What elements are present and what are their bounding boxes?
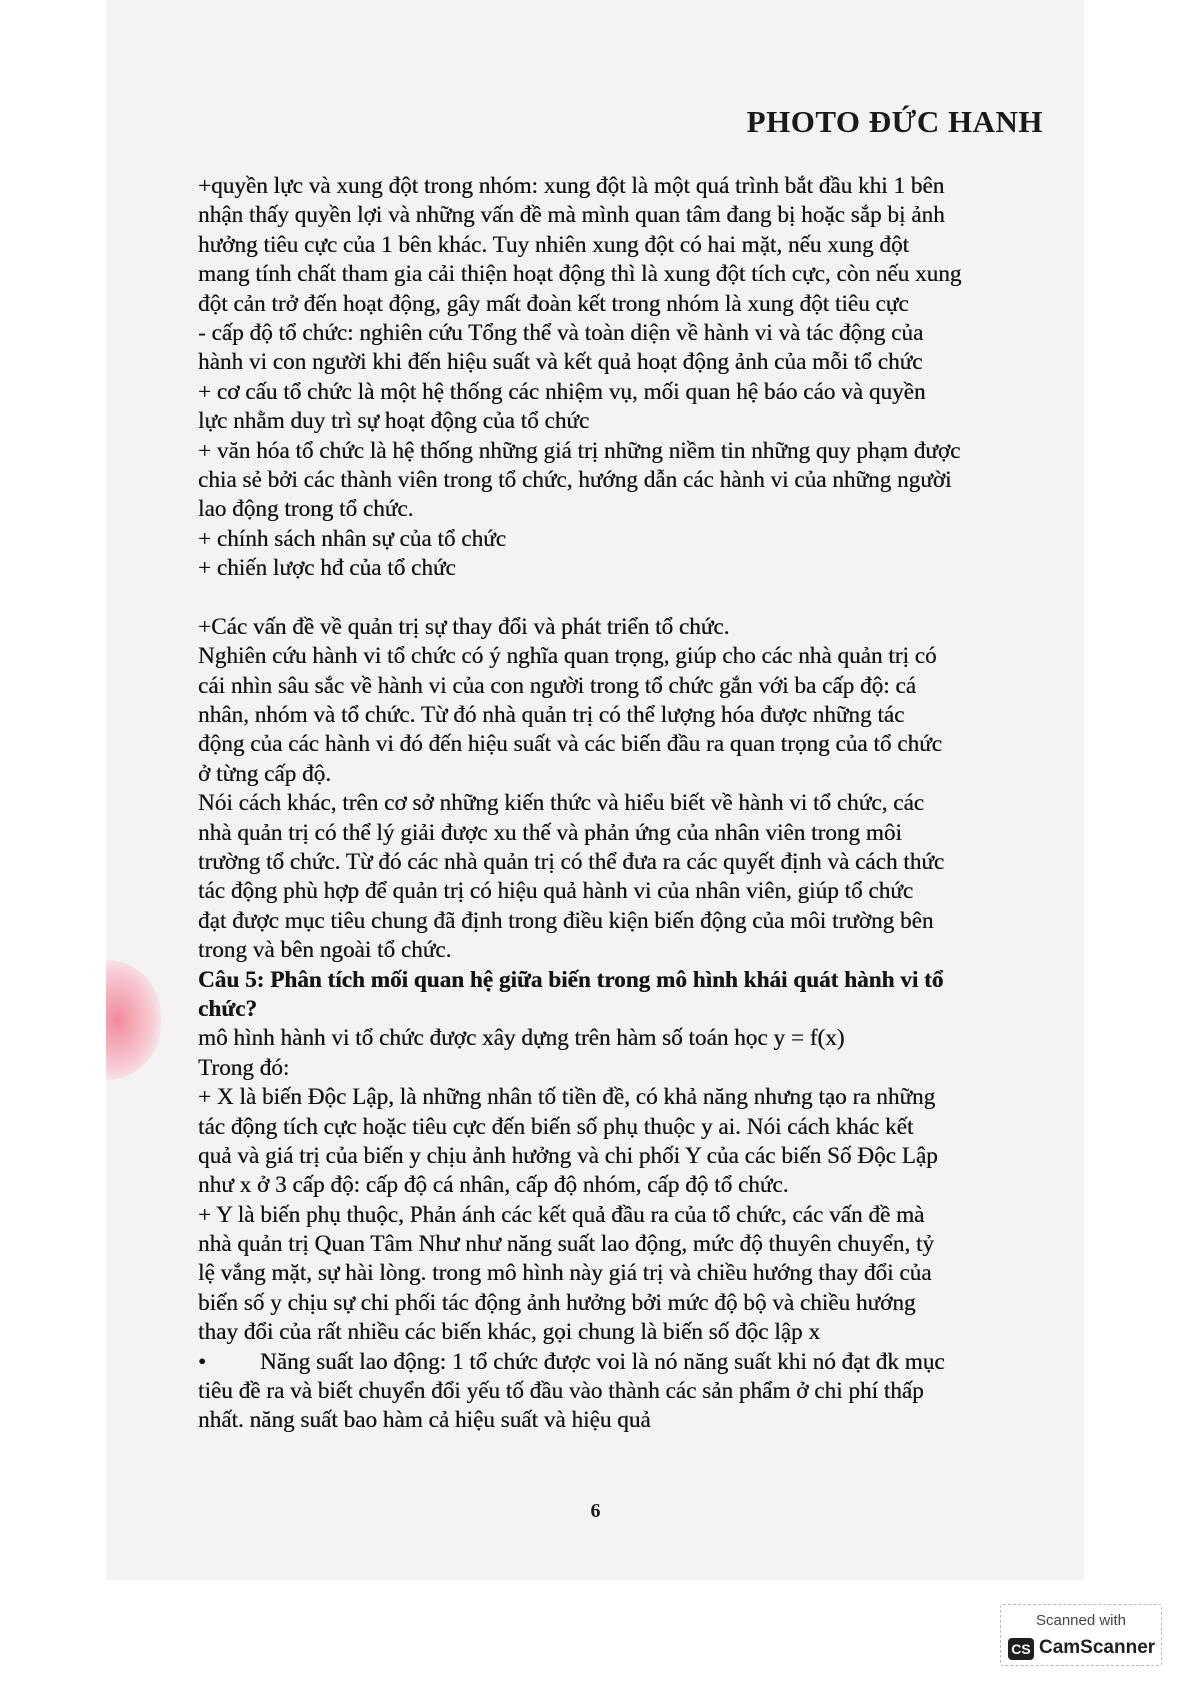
text-line: biến số y chịu sự chi phối tác động ảnh hưởng bởi mức độ bộ và chiều hướng xyxy=(198,1289,916,1316)
text-line: + Y là biến phụ thuộc, Phản ánh các kết quả đầu ra của tổ chức, các vấn đề mà xyxy=(198,1201,925,1228)
text-line: đạt được mục tiêu chung đã định trong điều kiện biến động của môi trường bên xyxy=(198,907,934,934)
camscanner-logo-icon: CS xyxy=(1008,1638,1034,1660)
text-line: nhà quản trị Quan Tâm Như như năng suất lao động, mức độ thuyên chuyển, tỷ xyxy=(198,1231,934,1258)
text-line: + chiến lược hđ của tổ chức xyxy=(198,555,456,582)
text-line: + chính sách nhân sự của tổ chức xyxy=(198,525,506,552)
text-line: +Các vấn đề về quản trị sự thay đổi và phát triển tổ chức. xyxy=(198,613,730,640)
page-number: 6 xyxy=(590,1500,601,1522)
page-header: PHOTO ĐỨC HANH xyxy=(746,104,1043,139)
text-line: + X là biến Độc Lập, là những nhân tố tiền đề, có khả năng nhưng tạo ra những xyxy=(198,1084,936,1111)
text-line: hưởng tiêu cực của 1 bên khác. Tuy nhiên xung đột có hai mặt, nếu xung đột xyxy=(198,231,909,258)
text-line: chức? xyxy=(198,995,257,1022)
text-line: Nghiên cứu hành vi tổ chức có ý nghĩa quan trọng, giúp cho các nhà quản trị có xyxy=(198,643,937,670)
text-line: + cơ cấu tổ chức là một hệ thống các nhiệm vụ, mối quan hệ báo cáo và quyền xyxy=(198,378,926,405)
text-line: tác động tích cực hoặc tiêu cực đến biến số phụ thuộc y ai. Nói cách khác kết xyxy=(198,1113,914,1140)
text-line: thay đổi của rất nhiều các biến khác, gọi chung là biến số độc lập x xyxy=(198,1319,820,1346)
text-line: hành vi con người khi đến hiệu suất và kết quả hoạt động ảnh của mỗi tổ chức xyxy=(198,349,923,376)
text-line: lao động trong tổ chức. xyxy=(198,496,414,523)
text-line: nhất. năng suất bao hàm cả hiệu suất và hiệu quả xyxy=(198,1407,651,1434)
text-line: động của các hành vi đó đến hiệu suất và các biến đầu ra quan trọng của tổ chức xyxy=(198,731,942,758)
text-line: - cấp độ tổ chức: nghiên cứu Tổng thể và toàn diện về hành vi và tác động của xyxy=(198,319,924,346)
camscanner-badge xyxy=(1000,1604,1162,1666)
text-line xyxy=(198,583,1046,612)
text-line-content: Năng suất lao động: 1 tổ chức được voi là nó năng suất khi nó đạt đk mục xyxy=(260,1348,945,1375)
bullet-icon: • xyxy=(198,1348,207,1375)
text-line: tiêu đề ra và biết chuyển đổi yếu tố đầu vào thành các sản phẩm ở chi phí thấp xyxy=(198,1378,924,1405)
text-line: đột cản trở đến hoạt động, gây mất đoàn kết trong nhóm là xung đột tiêu cực xyxy=(198,290,909,317)
text-line: Trong đó: xyxy=(198,1054,290,1081)
text-line xyxy=(198,1348,1046,1377)
text-line: lực nhằm duy trì sự hoạt động của tổ chức xyxy=(198,408,590,435)
text-line: nhân, nhóm và tổ chức. Từ đó nhà quản trị có thể lượng hóa được những tác xyxy=(198,702,905,729)
text-line: cái nhìn sâu sắc về hành vi của con người trong tổ chức gắn với ba cấp độ: cá xyxy=(198,672,916,699)
text-line: trong và bên ngoài tổ chức. xyxy=(198,937,452,964)
text-line: trường tổ chức. Từ đó các nhà quản trị có thể đưa ra các quyết định và cách thức xyxy=(198,848,945,875)
text-line: tác động phù hợp để quản trị có hiệu quả hành vi của nhân viên, giúp tổ chức xyxy=(198,878,914,905)
text-line: mô hình hành vi tổ chức được xây dựng trên hàm số toán học y = f(x) xyxy=(198,1025,845,1052)
text-line: như x ở 3 cấp độ: cấp độ cá nhân, cấp độ nhóm, cấp độ tổ chức. xyxy=(198,1172,789,1199)
camscanner-name: CamScanner xyxy=(1039,1637,1156,1658)
text-line: ở từng cấp độ. xyxy=(198,760,332,787)
text-line: nhận thấy quyền lợi và những vấn đề mà mình quan tâm đang bị hoặc sắp bị ảnh xyxy=(198,202,945,229)
text-line: +quyền lực và xung đột trong nhóm: xung đột là một quá trình bắt đầu khi 1 bên xyxy=(198,173,945,199)
text-line: + văn hóa tổ chức là hệ thống những giá trị những niềm tin những quy phạm được xyxy=(198,437,961,464)
text-line: Câu 5: Phân tích mối quan hệ giữa biến trong mô hình khái quát hành vi tổ xyxy=(198,966,944,993)
document-body xyxy=(198,172,1046,1436)
text-line: quả và giá trị của biến y chịu ảnh hưởng và chi phối Y của các biến Số Độc Lập xyxy=(198,1142,938,1169)
text-line: Nói cách khác, trên cơ sở những kiến thức và hiểu biết về hành vi tổ chức, các xyxy=(198,790,925,817)
text-line: nhà quản trị có thể lý giải được xu thế và phản ứng của nhân viên trong môi xyxy=(198,819,902,846)
text-line: mang tính chất tham gia cải thiện hoạt động thì là xung đột tích cực, còn nếu xung xyxy=(198,261,962,288)
scanned-with-label: Scanned with xyxy=(1035,1612,1127,1629)
text-line: lệ vắng mặt, sự hài lòng. trong mô hình này giá trị và chiều hướng thay đổi của xyxy=(198,1260,932,1287)
text-line: chia sẻ bởi các thành viên trong tổ chức, hướng dẫn các hành vi của những người xyxy=(198,466,952,493)
